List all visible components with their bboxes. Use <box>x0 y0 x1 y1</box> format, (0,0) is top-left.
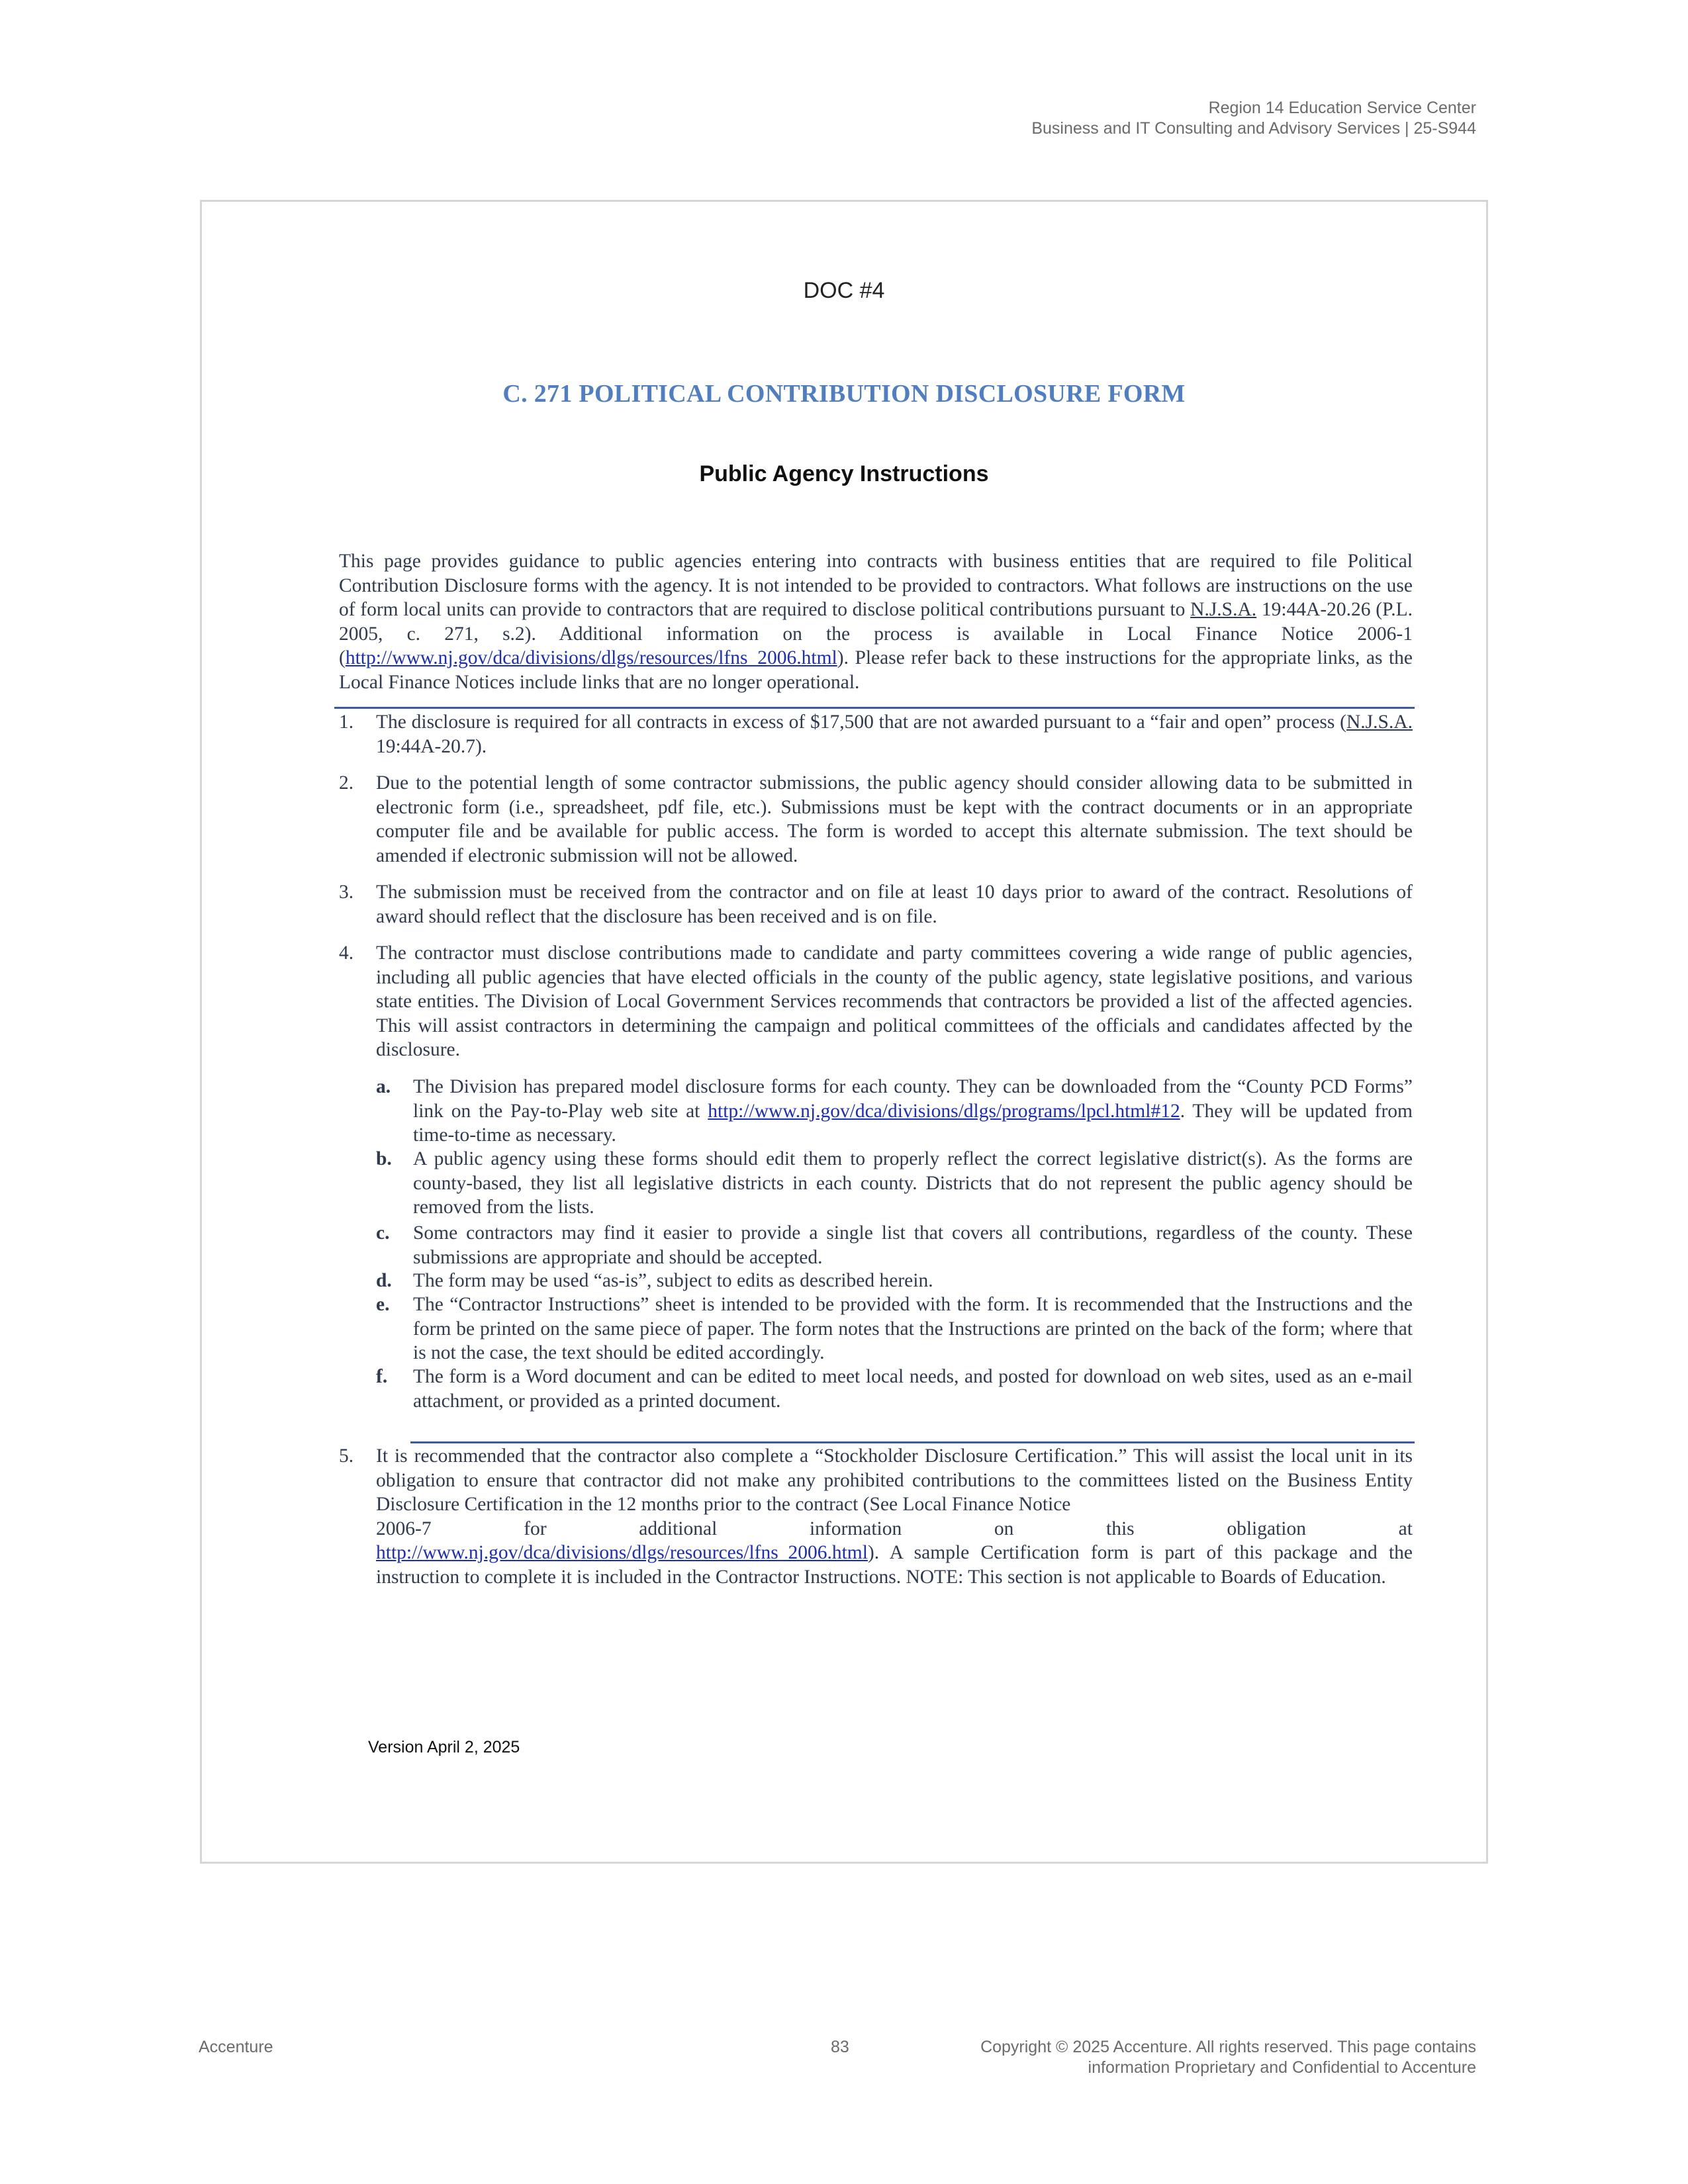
section-divider <box>410 1441 1415 1443</box>
item-number: 3. <box>339 882 354 903</box>
doc-label: DOC #4 <box>803 278 885 303</box>
sub-item-letter: e. <box>376 1294 390 1315</box>
item-number: 1. <box>339 711 354 733</box>
sub-item: d. The form may be used “as-is”, subject to edits as described herein. <box>376 1269 1413 1293</box>
footer-company: Accenture <box>199 2038 273 2056</box>
item-number: 5. <box>339 1445 354 1467</box>
sub-item-letter: c. <box>376 1222 390 1244</box>
page-header <box>1031 98 1476 139</box>
sub-item: c. Some contractors may find it easier to provide a single list that covers all contributions, regardless of the county. These submissions are appropriate and should be accepted. <box>376 1222 1413 1268</box>
sub-item: b. A public agency using these forms should edit them to properly reflect the correct legislative district(s). As the forms are county-based, they list all legislative districts in each county. Districts that do not represent the public agency should be removed from the lists. <box>376 1148 1413 1218</box>
section-divider <box>334 707 1415 709</box>
footer-copyright: Copyright © 2025 Accenture. All rights reserved. This page contains information Proprietary and Confidential to Accenture <box>980 2038 1476 2077</box>
header-organization: Region 14 Education Service Center <box>1208 99 1476 117</box>
item-number: 4. <box>339 942 354 964</box>
spread-line: 2006-7 for additional information on this obligation at <box>376 1518 1413 1539</box>
list-item: 2. Due to the potential length of some contractor submissions, the public agency should consider allowing data to be submitted in electronic form (i.e., spreadsheet, pdf file, etc.). Submissions must be kept with the contract documents or in an appropriate computer file and be available for public access. The form is worded to accept this alternate submission. The text should be amended if electronic submission will not be allowed. <box>339 772 1413 866</box>
intro-paragraph: This page provides guidance to public agencies entering into contracts with business entities that are required to file Political Contribution Disclosure forms with the agency. It is not intended to be provided to contractors. What follows are instructions on the use of form local units can provide to contractors that are required to disclose political contributions pursuant to N.J.S.A. 19:44A-20.26 (P.L. 2005, c. 271, s.2). Additional information on the process is available in Local Finance Notice 2006-1 (http://www.nj.gov/dca/divisions/dlgs/resources/lfns_2006.html). Please refer back to these instructions for the appropriate links, as the Local Finance Notices include links that are no longer operational. <box>339 551 1413 693</box>
list-item: 4. The contractor must disclose contributions made to candidate and party committees covering a wide range of public agencies, including all public agencies that have elected officials in the county of the public agency, state legislative positions, and various state entities. The Division of Local Government Services recommends that contractors be provided a list of the affected agencies. This will assist contractors in determining the campaign and political committees of the officials and candidates affected by the disclosure. <box>339 942 1413 1060</box>
lfn-2006-1-link[interactable]: http://www.nj.gov/dca/divisions/dlgs/resources/lfns_2006.html <box>345 647 837 668</box>
item-number: 2. <box>339 772 354 794</box>
form-subtitle: Public Agency Instructions <box>699 461 989 486</box>
list-item: 1. The disclosure is required for all contracts in excess of $17,500 that are not awarded pursuant to a “fair and open” process (N.J.S.A. 19:44A-20.7). <box>339 711 1413 757</box>
lfn-2006-7-link[interactable]: http://www.nj.gov/dca/divisions/dlgs/resources/lfns_2006.html <box>376 1542 868 1563</box>
sub-item-letter: f. <box>376 1366 388 1387</box>
version-label: Version April 2, 2025 <box>368 1738 520 1756</box>
sub-item-letter: b. <box>376 1148 392 1169</box>
njsa-reference: N.J.S.A. <box>1190 599 1257 620</box>
page-number: 83 <box>831 2038 849 2056</box>
sub-item: f. The form is a Word document and can be edited to meet local needs, and posted for download on web sites, used as an e-mail attachment, or provided as a printed document. <box>376 1366 1413 1412</box>
list-item: 5. It is recommended that the contractor also complete a “Stockholder Disclosure Certification.” This will assist the local unit in its obligation to ensure that contractor did not make any prohibited contributions to the committees listed on the Business Entity Disclosure Certification in the 12 months prior to the contract (See Local Finance Notice 2006-7 for additional information on this obligation at http://www.nj.gov/dca/divisions/dlgs/resources/lfns_2006.html). A sample Certification form is part of this package and the instruction to complete it is included in the Contractor Instructions. NOTE: This section is not applicable to Boards of Education. <box>339 1445 1413 1588</box>
form-title: C. 271 POLITICAL CONTRIBUTION DISCLOSURE FORM <box>502 380 1186 408</box>
sub-item: a. The Division has prepared model disclosure forms for each county. They can be downloaded from the “County PCD Forms” link on the Pay-to-Play web site at http://www.nj.gov/dca/divisions/dlgs/programs/lpcl.html#12. They will be updated from time-to-time as necessary. <box>376 1076 1413 1146</box>
pay-to-play-link[interactable]: http://www.nj.gov/dca/divisions/dlgs/programs/lpcl.html#12 <box>708 1100 1180 1122</box>
njsa-reference: N.J.S.A. <box>1346 711 1413 733</box>
list-item: 3. The submission must be received from the contractor and on file at least 10 days prior to award of the contract. Resolutions of award should reflect that the disclosure has been received and is on file. <box>339 882 1413 927</box>
header-project: Business and IT Consulting and Advisory Services | 25-S944 <box>1031 119 1476 138</box>
sub-item: e. The “Contractor Instructions” sheet is intended to be provided with the form. It is recommended that the Instructions and the form be printed on the same piece of paper. The form notes that the Instructions are printed on the back of the form; where that is not the case, the text should be edited accordingly. <box>376 1294 1413 1363</box>
sub-item-letter: a. <box>376 1076 391 1097</box>
sub-item-letter: d. <box>376 1270 392 1291</box>
